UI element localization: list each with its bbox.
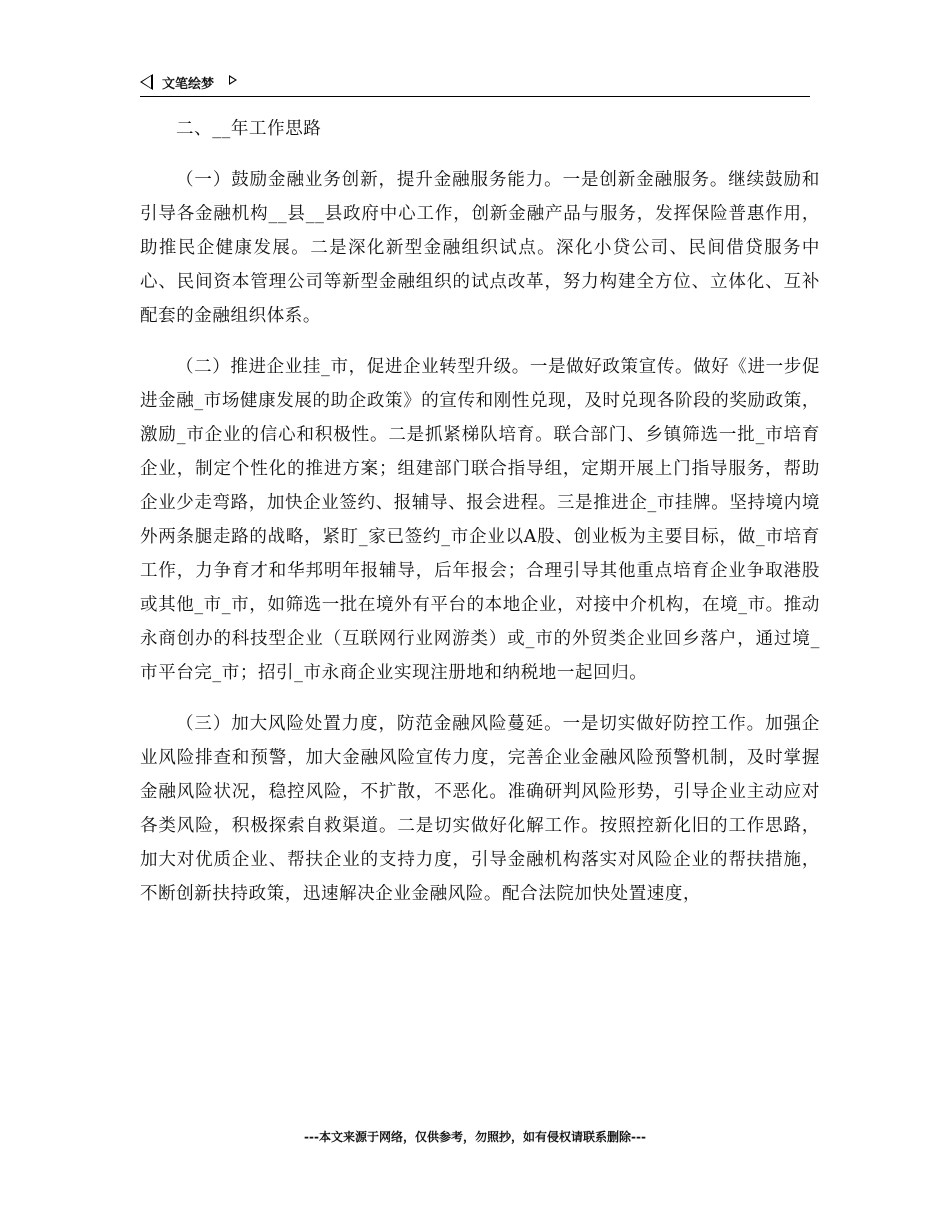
section-title: 二、__年工作思路: [176, 119, 322, 139]
document-body: [140, 112, 820, 928]
header-brand: 文笔绘梦: [162, 77, 215, 92]
page-header: [140, 70, 810, 97]
page-footer-disclaimer: ---本文来源于网络，仅供参考，勿照抄，如有侵权请联系删除---: [304, 1130, 646, 1144]
paragraph-3: （三）加大风险处置力度，防范金融风险蔓延。一是切实做好防控工作。加强企业风险排查和预警，加大金融风险宣传力度，完善企业金融风险预警机制，及时掌握金融风险状况，稳控风险，不扩散，不恶化。准确研判风险形势，引导企业主动应对各类风险，积极探索自救渠道。二是切实做好化解工作。按照控新化旧的工作思路，加大对优质企业、帮扶企业的支持力度，引导金融机构落实对风险企业的帮扶措施，不断创新扶持政策，迅速解决企业金融风险。配合法院加快处置速度，: [140, 714, 820, 904]
triangle-right-icon: [229, 75, 237, 85]
paragraph-2: （二）推进企业挂_市，促进企业转型升级。一是做好政策宣传。做好《进一步促进金融_市场健康发展的助企政策》的宣传和刚性兑现，及时兑现各阶段的奖励政策，激励_市企业的信心和积极性。二是抓紧梯队培育。联合部门、乡镇筛选一批_市培育企业，制定个性化的推进方案；组建部门联合指导组，定期开展上门指导服务，帮助企业少走弯路，加快企业签约、报辅导、报会进程。三是推进企_市挂牌。坚持境内境外两条腿走路的战略，紧盯_家已签约_市企业以A股、创业板为主要目标，做_市培育工作，力争育才和华邦明年报辅导，后年报会；合理引导其他重点培育企业争取港股或其他_市_市，如筛选一批在境外有平台的本地企业，对接中介机构，在境_市。推动永商创办的科技型企业（互联网行业网游类）或_市的外贸类企业回乡落户，通过境_市平台完_市；招引_市永商企业实现注册地和纳税地一起回归。: [140, 357, 820, 683]
triangle-left-icon: [140, 74, 153, 90]
paragraph-1: （一）鼓励金融业务创新，提升金融服务能力。一是创新金融服务。继续鼓励和引导各金融机构__县__县政府中心工作，创新金融产品与服务，发挥保险普惠作用，助推民企健康发展。二是深化新型金融组织试点。深化小贷公司、民间借贷服务中心、民间资本管理公司等新型金融组织的试点改革，努力构建全方位、立体化、互补配套的金融组织体系。: [140, 170, 820, 326]
